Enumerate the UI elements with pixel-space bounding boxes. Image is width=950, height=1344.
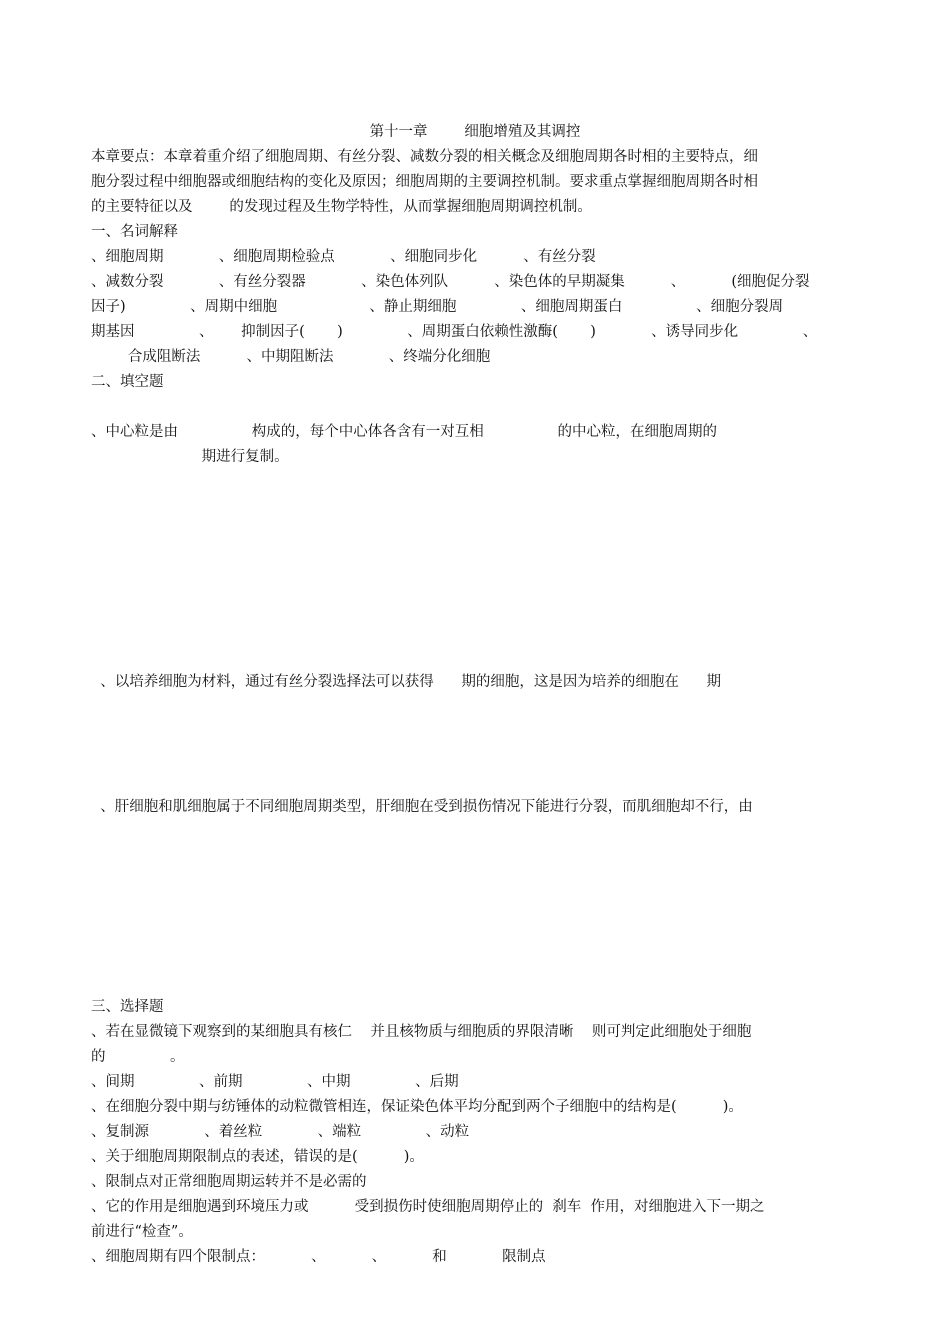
section-1-heading: 一、名词解释 [91,224,178,240]
fill-question-1 [91,395,871,420]
fill-question-15-cont [91,895,871,920]
chapter-title: 第十一章 细胞增殖及其调控 [369,124,581,140]
fill-question-10: 、以培养细胞为材料，通过有丝分裂选择法可以获得 期的细胞，这是因为培养的细胞在 期 [91,674,722,690]
fill-question-4 [91,520,871,545]
intro-line-3: 的主要特征以及 的发现过程及生物学特性，从而掌握细胞周期调控机制。 [91,199,592,215]
fill-question-13-cont [91,820,871,845]
section-3-heading: 三、选择题 [91,999,164,1015]
choice-option-b[interactable]: 、它的作用是细胞遇到环境压力或 受到损伤时使细胞周期停止的 刹车 作用，对细胞进入下一期之 [91,1199,765,1215]
fill-question-7 [91,595,871,620]
fill-question-10-cont [91,695,871,720]
fill-question-5 [91,545,871,570]
term-line-3: 因子) 、周期中细胞 、静止期细胞 、细胞周期蛋白 、细胞分裂周 [91,299,784,315]
fill-question-9 [91,645,871,670]
fill-question-16-cont [91,945,871,970]
intro-line-2: 胞分裂过程中细胞器或细胞结构的变化及原因；细胞周期的主要调控机制。要求重点掌握细胞周期各时相 [91,174,758,190]
fill-question-3 [91,470,871,495]
fill-question-16 [91,920,871,945]
intro-line-1: 本章要点：本章着重介绍了细胞周期、有丝分裂、减数分裂的相关概念及细胞周期各时相的主要特点，细 [91,149,758,165]
choice-options-1[interactable]: 、间期 、前期 、中期 、后期 [91,1074,459,1090]
fill-question-2-cont: 期进行复制。 [91,449,289,465]
fill-question-15 [91,870,871,895]
term-line-4: 期基因 、 抑制因子( ) 、周期蛋白依赖性激酶( ) 、诱导同步化 、 [91,324,818,340]
fill-question-11 [91,720,871,745]
term-line-5: 合成阻断法 、中期阻断法 、终端分化细胞 [91,349,491,365]
section-2-heading: 二、填空题 [91,374,164,390]
fill-question-14 [91,845,871,870]
fill-question-8 [91,620,871,645]
fill-question-13: 、肝细胞和肌细胞属于不同细胞周期类型，肝细胞在受到损伤情况下能进行分裂，而肌细胞却不行，由 [91,799,753,815]
term-line-2: 、减数分裂 、有丝分裂器 、染色体列队 、染色体的早期凝集 、 (细胞促分裂 [91,274,810,290]
fill-question-2: 、中心粒是由 构成的，每个中心体各含有一对互相 的中心粒，在细胞周期的 [91,424,717,440]
choice-line-2: 的 。 [91,1049,185,1065]
choice-line-3: 、在细胞分裂中期与纺锤体的动粒微管相连，保证染色体平均分配到两个子细胞中的结构是( )。 [91,1099,743,1115]
fill-question-6 [91,570,871,595]
fill-question-12 [91,745,871,770]
choice-options-2[interactable]: 、复制源 、着丝粒 、端粒 、动粒 [91,1124,470,1140]
choice-option-b-cont: 前进行“检查”。 [91,1224,193,1240]
choice-option-c[interactable]: 、细胞周期有四个限制点： 、 、 和 限制点 [91,1249,546,1265]
fill-question-12-cont [91,770,871,795]
choice-option-a[interactable]: 、限制点对正常细胞周期运转并不是必需的 [91,1174,367,1190]
choice-line-4: 、关于细胞周期限制点的表述，错误的是( )。 [91,1149,424,1165]
choice-line-1: 、若在显微镜下观察到的某细胞具有核仁 并且核物质与细胞质的界限清晰 则可判定此细胞处于细胞 [91,1024,752,1040]
term-line-1: 、细胞周期 、细胞周期检验点 、细胞同步化 、有丝分裂 [91,249,596,265]
fill-question-3-cont [91,495,871,520]
